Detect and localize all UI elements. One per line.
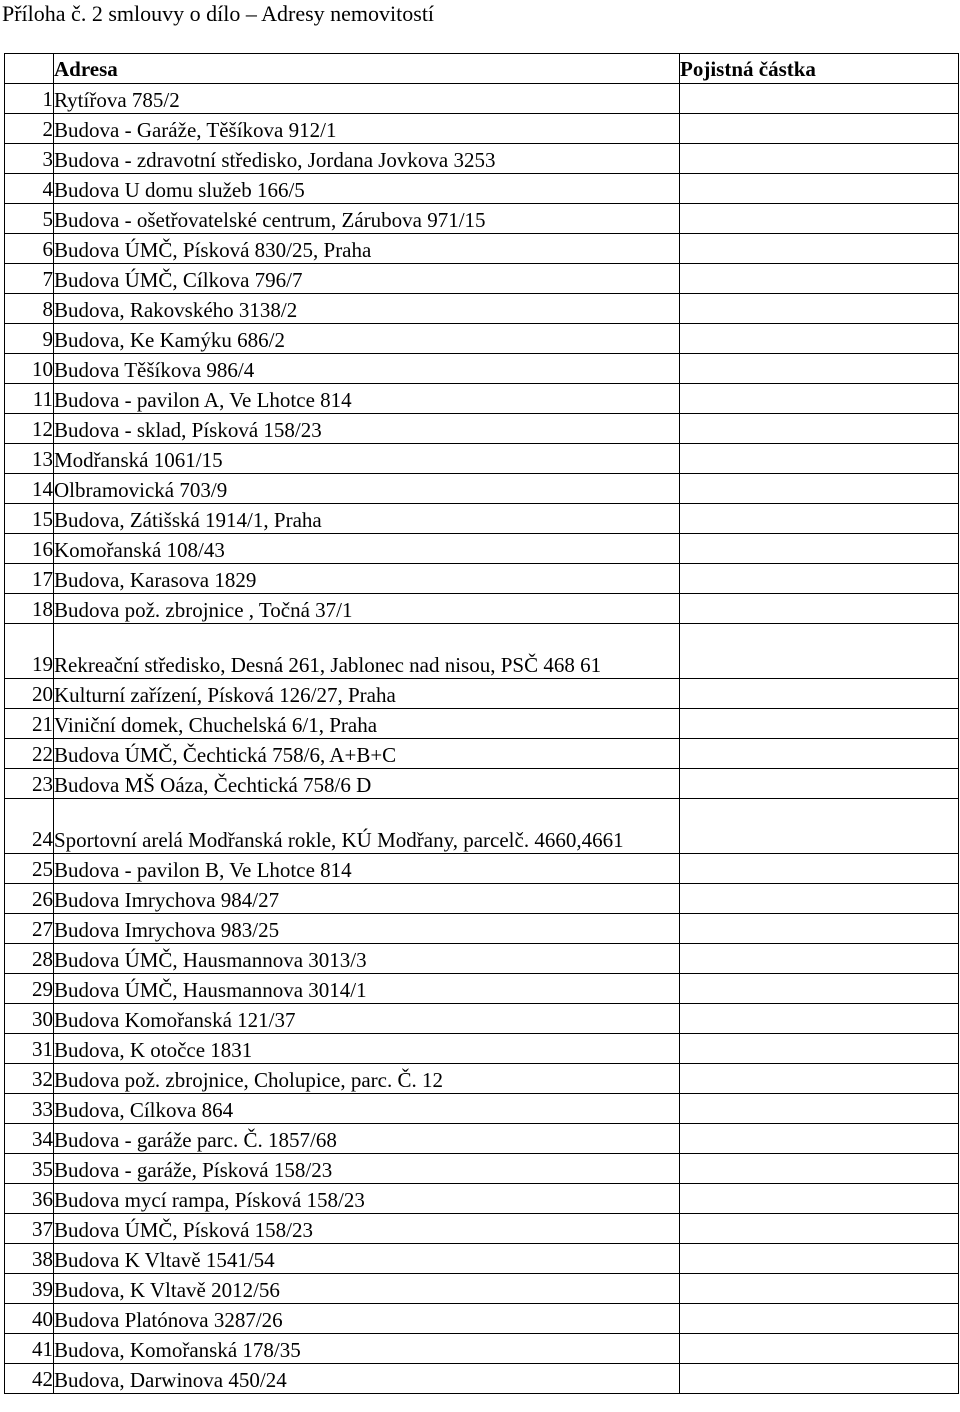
row-amount [680, 1244, 959, 1274]
row-amount [680, 564, 959, 594]
row-number: 15 [5, 504, 54, 534]
row-address: Olbramovická 703/9 [54, 474, 680, 504]
table-row [5, 679, 959, 709]
row-number: 31 [5, 1034, 54, 1064]
row-address: Budova - ošetřovatelské centrum, Zárubova 971/15 [54, 204, 680, 234]
row-amount [680, 1034, 959, 1064]
row-amount [680, 1334, 959, 1364]
table-row [5, 264, 959, 294]
row-number: 42 [5, 1364, 54, 1394]
row-amount [680, 769, 959, 799]
row-address: Budova ÚMČ, Písková 830/25, Praha [54, 234, 680, 264]
table-row [5, 769, 959, 799]
table-row [5, 1244, 959, 1274]
row-address: Budova - zdravotní středisko, Jordana Jovkova 3253 [54, 144, 680, 174]
row-amount [680, 294, 959, 324]
row-amount [680, 914, 959, 944]
row-amount [680, 504, 959, 534]
row-address: Budova, Komořanská 178/35 [54, 1334, 680, 1364]
table-row [5, 174, 959, 204]
row-amount [680, 739, 959, 769]
row-amount [680, 174, 959, 204]
row-number: 36 [5, 1184, 54, 1214]
table-row [5, 1094, 959, 1124]
row-address: Sportovní arelá Modřanská rokle, KÚ Modřany, parcelč. 4660,4661 [54, 799, 680, 854]
row-amount [680, 1124, 959, 1154]
table-row [5, 414, 959, 444]
table-row [5, 1184, 959, 1214]
row-address: Budova - pavilon A, Ve Lhotce 814 [54, 384, 680, 414]
row-address: Rytířova 785/2 [54, 84, 680, 114]
row-address: Budova, Rakovského 3138/2 [54, 294, 680, 324]
table-row [5, 324, 959, 354]
table-row [5, 594, 959, 624]
table-row [5, 354, 959, 384]
row-address: Budova K Vltavě 1541/54 [54, 1244, 680, 1274]
row-address: Budova Imrychova 983/25 [54, 914, 680, 944]
row-address: Budova, Zátišská 1914/1, Praha [54, 504, 680, 534]
row-amount [680, 204, 959, 234]
row-amount [680, 264, 959, 294]
row-number: 16 [5, 534, 54, 564]
row-amount [680, 679, 959, 709]
header-address: Adresa [54, 54, 680, 84]
row-number: 8 [5, 294, 54, 324]
row-amount [680, 1304, 959, 1334]
row-number: 9 [5, 324, 54, 354]
row-number: 39 [5, 1274, 54, 1304]
table-row [5, 1304, 959, 1334]
row-number: 3 [5, 144, 54, 174]
table-row [5, 709, 959, 739]
row-address: Budova pož. zbrojnice, Cholupice, parc. Č. 12 [54, 1064, 680, 1094]
row-address: Budova - garáže, Písková 158/23 [54, 1154, 680, 1184]
row-address: Budova MŠ Oáza, Čechtická 758/6 D [54, 769, 680, 799]
table-row [5, 1274, 959, 1304]
row-amount [680, 1004, 959, 1034]
row-address: Budova U domu služeb 166/5 [54, 174, 680, 204]
row-number: 25 [5, 854, 54, 884]
row-number: 4 [5, 174, 54, 204]
table-row [5, 944, 959, 974]
table-row [5, 444, 959, 474]
row-number: 13 [5, 444, 54, 474]
table-row [5, 114, 959, 144]
row-amount [680, 624, 959, 679]
row-amount [680, 324, 959, 354]
table-row [5, 624, 959, 679]
row-number: 21 [5, 709, 54, 739]
row-address: Budova, Karasova 1829 [54, 564, 680, 594]
row-address: Budova, Ke Kamýku 686/2 [54, 324, 680, 354]
table-row [5, 534, 959, 564]
row-amount [680, 1364, 959, 1394]
row-number: 41 [5, 1334, 54, 1364]
row-number: 1 [5, 84, 54, 114]
row-amount [680, 709, 959, 739]
row-address: Viniční domek, Chuchelská 6/1, Praha [54, 709, 680, 739]
row-number: 17 [5, 564, 54, 594]
table-row [5, 1004, 959, 1034]
table-row [5, 144, 959, 174]
table-row [5, 1124, 959, 1154]
table-row [5, 974, 959, 1004]
row-amount [680, 84, 959, 114]
row-amount [680, 1214, 959, 1244]
table-row [5, 84, 959, 114]
table-row [5, 384, 959, 414]
row-address: Budova Platónova 3287/26 [54, 1304, 680, 1334]
row-amount [680, 854, 959, 884]
table-row [5, 739, 959, 769]
row-address: Budova, Darwinova 450/24 [54, 1364, 680, 1394]
row-number: 14 [5, 474, 54, 504]
row-number: 28 [5, 944, 54, 974]
row-number: 19 [5, 624, 54, 679]
row-amount [680, 1064, 959, 1094]
row-number: 32 [5, 1064, 54, 1094]
row-amount [680, 114, 959, 144]
table-row [5, 564, 959, 594]
row-amount [680, 594, 959, 624]
row-amount [680, 234, 959, 264]
row-number: 37 [5, 1214, 54, 1244]
row-address: Budova - pavilon B, Ve Lhotce 814 [54, 854, 680, 884]
row-address: Budova ÚMČ, Hausmannova 3014/1 [54, 974, 680, 1004]
table-row [5, 1154, 959, 1184]
table-header-row [5, 54, 959, 84]
row-address: Komořanská 108/43 [54, 534, 680, 564]
row-address: Budova Těšíkova 986/4 [54, 354, 680, 384]
row-address: Rekreační středisko, Desná 261, Jablonec nad nisou, PSČ 468 61 [54, 624, 680, 679]
row-number: 12 [5, 414, 54, 444]
row-address: Budova Imrychova 984/27 [54, 884, 680, 914]
header-amount: Pojistná částka [680, 54, 959, 84]
table-row [5, 1364, 959, 1394]
table-row [5, 504, 959, 534]
row-number: 24 [5, 799, 54, 854]
row-number: 6 [5, 234, 54, 264]
table-row [5, 1334, 959, 1364]
row-amount [680, 1274, 959, 1304]
row-amount [680, 534, 959, 564]
row-amount [680, 414, 959, 444]
table-row [5, 1034, 959, 1064]
row-number: 40 [5, 1304, 54, 1334]
row-number: 20 [5, 679, 54, 709]
row-address: Budova, K Vltavě 2012/56 [54, 1274, 680, 1304]
row-amount [680, 444, 959, 474]
table-row [5, 1064, 959, 1094]
row-number: 2 [5, 114, 54, 144]
row-number: 10 [5, 354, 54, 384]
row-number: 29 [5, 974, 54, 1004]
row-amount [680, 1094, 959, 1124]
row-address: Budova pož. zbrojnice , Točná 37/1 [54, 594, 680, 624]
row-address: Budova, K otočce 1831 [54, 1034, 680, 1064]
row-number: 27 [5, 914, 54, 944]
table-row [5, 234, 959, 264]
table-row [5, 294, 959, 324]
table-row [5, 854, 959, 884]
table-row [5, 799, 959, 854]
table-row [5, 474, 959, 504]
row-address: Budova - Garáže, Těšíkova 912/1 [54, 114, 680, 144]
row-address: Kulturní zařízení, Písková 126/27, Praha [54, 679, 680, 709]
row-address: Budova, Cílkova 864 [54, 1094, 680, 1124]
row-address: Budova - garáže parc. Č. 1857/68 [54, 1124, 680, 1154]
row-address: Budova ÚMČ, Písková 158/23 [54, 1214, 680, 1244]
table-row [5, 884, 959, 914]
row-number: 30 [5, 1004, 54, 1034]
row-amount [680, 944, 959, 974]
row-number: 26 [5, 884, 54, 914]
row-amount [680, 974, 959, 1004]
row-number: 5 [5, 204, 54, 234]
row-address: Budova ÚMČ, Čechtická 758/6, A+B+C [54, 739, 680, 769]
row-amount [680, 144, 959, 174]
row-amount [680, 1184, 959, 1214]
row-address: Budova ÚMČ, Hausmannova 3013/3 [54, 944, 680, 974]
row-amount [680, 884, 959, 914]
row-amount [680, 799, 959, 854]
row-address: Budova mycí rampa, Písková 158/23 [54, 1184, 680, 1214]
row-number: 34 [5, 1124, 54, 1154]
row-amount [680, 474, 959, 504]
row-address: Budova - sklad, Písková 158/23 [54, 414, 680, 444]
row-number: 35 [5, 1154, 54, 1184]
header-number [5, 54, 54, 84]
table-row [5, 914, 959, 944]
page-title: Příloha č. 2 smlouvy o dílo – Adresy nemovitostí [2, 1, 435, 26]
row-amount [680, 354, 959, 384]
row-number: 11 [5, 384, 54, 414]
address-table [4, 53, 959, 1394]
row-number: 38 [5, 1244, 54, 1274]
row-address: Budova ÚMČ, Cílkova 796/7 [54, 264, 680, 294]
row-amount [680, 384, 959, 414]
row-number: 23 [5, 769, 54, 799]
row-address: Modřanská 1061/15 [54, 444, 680, 474]
row-number: 22 [5, 739, 54, 769]
table-row [5, 1214, 959, 1244]
row-number: 7 [5, 264, 54, 294]
table-row [5, 204, 959, 234]
row-number: 33 [5, 1094, 54, 1124]
table-body [5, 84, 959, 1394]
row-address: Budova Komořanská 121/37 [54, 1004, 680, 1034]
row-number: 18 [5, 594, 54, 624]
row-amount [680, 1154, 959, 1184]
